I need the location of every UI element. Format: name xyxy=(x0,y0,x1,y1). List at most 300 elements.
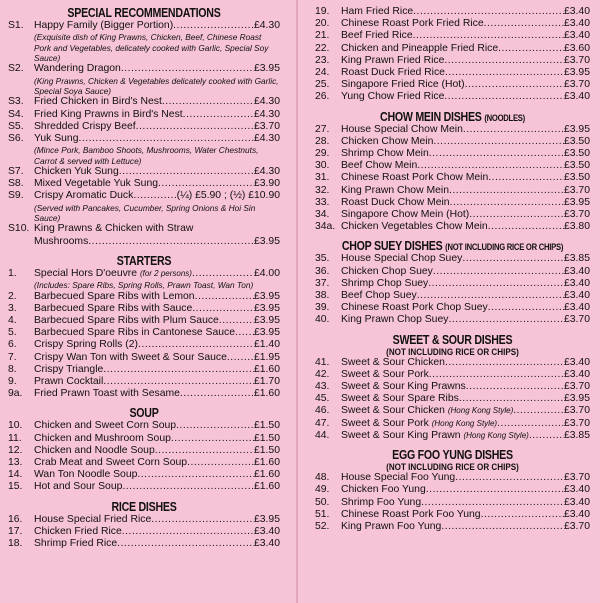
item-price: £3.40 xyxy=(563,356,590,368)
dot-leader xyxy=(176,420,254,432)
dot-leader xyxy=(429,148,564,160)
item-price: £1.60 xyxy=(253,388,280,400)
menu-section xyxy=(315,333,590,442)
menu-right-column xyxy=(305,0,600,603)
item-name: Sweet & Sour Spare Ribs xyxy=(341,393,459,405)
item-name: Mixed Vegetable Yuk Sung xyxy=(34,178,159,190)
section-title-text: CHOP SUEY DISHES xyxy=(341,239,443,254)
menu-item xyxy=(8,223,280,235)
section-title-text: SPECIAL RECOMMENDATIONS xyxy=(67,6,221,20)
menu-item xyxy=(315,369,590,381)
item-name: Sweet & Sour King Prawns xyxy=(341,381,466,393)
menu-item xyxy=(8,166,280,178)
menu-section xyxy=(315,239,590,326)
item-number: 12. xyxy=(8,444,23,456)
item-name: Special Hors D'oeuvre xyxy=(34,267,138,279)
dot-leader xyxy=(433,266,564,278)
item-number: 43. xyxy=(315,381,330,393)
menu-item xyxy=(315,405,590,417)
item-number: 38. xyxy=(315,290,330,302)
page-fold xyxy=(296,0,298,603)
item-name: Crispy Aromatic Duck xyxy=(34,190,134,202)
item-number: 7. xyxy=(8,351,17,363)
item-number: 39. xyxy=(315,302,330,314)
item-price: £1.50 xyxy=(253,432,280,444)
item-name: Chicken Foo Yung xyxy=(341,484,426,496)
item-number: S1. xyxy=(8,20,24,31)
section-title-text: CHOW MEIN DISHES xyxy=(380,109,482,124)
item-name: Barbecued Spare Ribs with Lemon xyxy=(34,290,195,302)
menu-item xyxy=(8,315,280,327)
item-price: £3.95 xyxy=(563,393,590,405)
item-name: Chinese Roast Pork Chow Mein xyxy=(341,172,489,184)
item-number: 30. xyxy=(315,160,330,172)
item-number: 42. xyxy=(315,368,330,380)
item-name: Crispy Wan Ton with Sweet & Sour Sauce xyxy=(34,351,227,363)
item-name: Chinese Roast Pork Chop Suey xyxy=(341,302,488,314)
item-name: Beef Chow Mein xyxy=(341,160,418,172)
dot-leader xyxy=(465,79,564,91)
item-price: £3.70 xyxy=(563,381,590,393)
item-name: Singapore Fried Rice (Hot) xyxy=(341,79,465,91)
item-number: 48. xyxy=(315,472,330,484)
item-price: £4.30 xyxy=(253,108,280,120)
item-price: £1.95 xyxy=(253,351,280,363)
menu-item xyxy=(315,91,590,103)
item-number: 36. xyxy=(315,265,330,277)
item-name: Roast Duck Chow Mein xyxy=(341,196,450,208)
menu-item xyxy=(315,509,590,521)
dot-leader xyxy=(448,314,564,326)
dot-leader xyxy=(180,388,254,400)
section-title-note: (NOODLES) xyxy=(484,112,525,123)
item-price: £3.40 xyxy=(563,368,590,380)
item-name: Fried Chicken in Bird's Nest xyxy=(34,96,162,108)
dot-leader xyxy=(122,526,254,538)
section-title xyxy=(336,333,570,347)
section-subtitle: (NOT INCLUDING RICE OR CHIPS) xyxy=(386,462,519,473)
menu-item xyxy=(315,6,590,18)
menu-item xyxy=(8,109,280,121)
menu-item xyxy=(315,160,590,172)
section-title xyxy=(28,406,259,420)
item-price: £3.95 xyxy=(253,314,280,326)
dot-leader xyxy=(488,172,564,184)
dot-leader xyxy=(444,55,564,67)
menu-item xyxy=(8,445,280,457)
item-number: 41. xyxy=(315,356,330,368)
menu-item xyxy=(8,364,280,376)
dot-leader xyxy=(119,166,254,178)
item-price: £3.50 xyxy=(563,148,590,160)
item-price: £3.50 xyxy=(563,172,590,184)
item-price: £3.40 xyxy=(563,290,590,302)
menu-item xyxy=(315,521,590,533)
menu-item xyxy=(315,497,590,509)
item-price: £3.90 xyxy=(253,178,280,190)
item-price: £3.40 xyxy=(563,18,590,30)
item-number: 25. xyxy=(315,79,330,91)
item-price: £3.95 xyxy=(253,290,280,302)
item-price: £3.40 xyxy=(253,537,280,549)
dot-leader xyxy=(151,514,254,526)
item-name: Shrimp Chow Mein xyxy=(341,148,429,160)
dot-leader xyxy=(192,268,254,280)
item-price: £3.95 xyxy=(563,67,590,79)
item-price: £3.95 xyxy=(563,123,590,135)
item-number: 44. xyxy=(315,429,330,441)
item-name: Sweet & Sour King Prawn xyxy=(341,429,461,441)
item-name: Wan Ton Noodle Soup xyxy=(34,469,138,481)
menu-item xyxy=(315,136,590,148)
section-title-text: SWEET & SOUR DISHES xyxy=(392,332,513,347)
item-name: King Prawn Foo Yung xyxy=(341,520,442,532)
menu-item xyxy=(8,457,280,469)
dot-leader xyxy=(444,91,564,103)
item-number: 15. xyxy=(8,481,23,493)
item-name: Chicken Vegetables Chow Mein xyxy=(341,221,488,233)
item-name: Beef Fried Rice xyxy=(341,30,413,42)
dot-leader xyxy=(158,178,254,190)
item-price: £3.40 xyxy=(563,496,590,508)
item-number: S2. xyxy=(8,63,24,75)
menu-item xyxy=(315,221,590,233)
section-title xyxy=(336,239,570,253)
dot-leader xyxy=(117,538,254,550)
item-number: 51. xyxy=(315,508,330,520)
item-number: 27. xyxy=(315,123,330,135)
item-name: Chicken Fried Rice xyxy=(34,525,122,537)
item-description: (Served with Pancakes, Cucumber, Spring Onions & Hoi Sin Sauce) xyxy=(34,202,256,224)
dot-leader xyxy=(187,457,254,469)
dot-leader xyxy=(449,185,564,197)
item-name: Singapore Chow Mein (Hot) xyxy=(341,209,470,221)
dot-leader xyxy=(137,469,254,481)
item-name: King Prawn Fried Rice xyxy=(341,54,445,66)
item-name: Shrimp Foo Yung xyxy=(341,496,422,508)
dot-leader xyxy=(469,209,564,221)
item-number: 33. xyxy=(315,196,330,208)
item-price: £3.40 xyxy=(563,302,590,314)
dot-leader xyxy=(433,136,564,148)
item-name-cont: Mushrooms xyxy=(34,235,89,247)
item-name: Shrimp Chop Suey xyxy=(341,277,429,289)
item-name: House Special Foo Yung xyxy=(341,472,456,484)
item-number: 47. xyxy=(315,417,330,429)
item-name: Chicken and Noodle Soup xyxy=(34,444,155,456)
dot-leader xyxy=(219,315,254,327)
dot-leader xyxy=(445,357,564,369)
item-number: 24. xyxy=(315,67,330,79)
item-number: 8. xyxy=(8,363,17,375)
dot-leader xyxy=(459,393,564,405)
menu-item xyxy=(315,357,590,369)
dot-leader xyxy=(463,124,564,136)
item-price: £3.50 xyxy=(563,160,590,172)
item-name: Crispy Spring Rolls (2) xyxy=(34,339,138,351)
item-price: £3.60 xyxy=(563,42,590,54)
dot-leader xyxy=(429,369,564,381)
item-number: 28. xyxy=(315,135,330,147)
item-price: £3.95 xyxy=(253,302,280,314)
item-number: 11. xyxy=(8,432,22,444)
menu-item xyxy=(315,418,590,430)
item-name: Wandering Dragon xyxy=(34,63,121,75)
section-title xyxy=(28,6,259,20)
item-number: 6. xyxy=(8,339,17,351)
item-price: £4.30 xyxy=(253,166,280,178)
item-number: 20. xyxy=(315,18,330,30)
menu-section xyxy=(8,6,280,248)
item-number: 18. xyxy=(8,537,23,549)
item-name: Crispy Triangle xyxy=(34,363,104,375)
item-number: 29. xyxy=(315,148,330,160)
item-price: £4.00 xyxy=(253,267,280,279)
item-note: (Hong Kong Style) xyxy=(463,430,529,440)
menu-item xyxy=(8,291,280,303)
item-number: 37. xyxy=(315,277,330,289)
dot-leader xyxy=(417,290,564,302)
item-name: Shredded Crispy Beef xyxy=(34,120,136,132)
item-price: £3.85 xyxy=(563,253,590,265)
dot-leader xyxy=(484,18,564,30)
dot-leader xyxy=(441,521,564,533)
item-price: £3.40 xyxy=(563,6,590,17)
item-number: 22. xyxy=(315,42,330,54)
item-number: S7. xyxy=(8,166,24,178)
item-price: £3.40 xyxy=(563,508,590,520)
item-note: (Hong Kong Style) xyxy=(447,406,514,416)
item-price: £4.30 xyxy=(253,96,280,108)
menu-item xyxy=(315,197,590,209)
dot-leader xyxy=(413,30,564,42)
menu-item xyxy=(315,67,590,79)
section-title-text: SOUP xyxy=(129,406,159,421)
dot-leader xyxy=(417,160,564,172)
item-name: Sweet & Sour Pork xyxy=(341,368,429,380)
dot-leader xyxy=(498,43,564,55)
item-name: Yuk Sung xyxy=(34,133,79,145)
menu-item xyxy=(315,185,590,197)
item-price: £3.95 xyxy=(253,63,280,75)
section-title xyxy=(336,110,570,124)
menu-item xyxy=(315,484,590,496)
menu-item xyxy=(8,178,280,190)
item-name: Barbecued Spare Ribs in Cantonese Sauce xyxy=(34,327,236,339)
menu-item xyxy=(8,339,280,351)
item-name-continued xyxy=(8,236,280,248)
item-price: £3.70 xyxy=(563,209,590,221)
item-price: £1.60 xyxy=(253,481,280,493)
item-number: S9. xyxy=(8,190,24,202)
menu-section xyxy=(8,406,280,493)
dot-leader xyxy=(235,327,254,339)
dot-leader xyxy=(183,109,254,121)
menu-item xyxy=(315,430,590,442)
item-name: Crab Meat and Sweet Corn Soup xyxy=(34,456,188,468)
dot-leader xyxy=(103,376,254,388)
item-number: 40. xyxy=(315,314,330,326)
menu-item xyxy=(8,96,280,108)
menu-item xyxy=(8,420,280,432)
item-name: Sweet & Sour Pork xyxy=(341,417,429,429)
item-description: (Mince Pork, Bamboo Shoots, Mushrooms, Water Chestnuts, Carrot & served with Lettuce) xyxy=(34,145,259,166)
item-price: £4.30 xyxy=(253,20,280,31)
menu-item xyxy=(8,303,280,315)
item-number: 17. xyxy=(8,525,23,537)
item-price: £1.60 xyxy=(253,469,280,481)
menu-item xyxy=(8,352,280,364)
dot-leader xyxy=(445,67,564,79)
menu-item xyxy=(315,472,590,484)
menu-item xyxy=(315,79,590,91)
item-name: King Prawns & Chicken with Straw xyxy=(34,223,194,235)
item-price: £3.50 xyxy=(563,135,590,147)
menu-left-column xyxy=(0,0,290,603)
section-title-text: STARTERS xyxy=(116,253,172,268)
dot-leader xyxy=(426,484,564,496)
item-number: 32. xyxy=(315,184,330,196)
dot-leader xyxy=(428,278,564,290)
menu-item xyxy=(315,314,590,326)
menu-item xyxy=(8,63,280,75)
section-title xyxy=(28,500,259,514)
item-name: Sweet & Sour Chicken xyxy=(341,405,445,417)
menu-item xyxy=(315,253,590,265)
item-name: Chinese Roast Pork Fried Rice xyxy=(341,18,484,30)
item-name: Sweet & Sour Chicken xyxy=(341,356,445,368)
menu-section xyxy=(315,448,590,533)
item-number: 49. xyxy=(315,484,330,496)
item-number: 52. xyxy=(315,520,330,532)
item-price: £1.60 xyxy=(253,363,280,375)
dot-leader xyxy=(497,418,564,430)
menu-item xyxy=(8,376,280,388)
dot-leader xyxy=(513,405,564,417)
item-number: 23. xyxy=(315,54,330,66)
item-price: £3.70 xyxy=(563,417,590,429)
item-price: £1.50 xyxy=(253,420,280,432)
item-number: 14. xyxy=(8,469,23,481)
item-name: House Special Fried Rice xyxy=(34,513,152,525)
item-price: £3.70 xyxy=(563,184,590,196)
item-price: £3.95 xyxy=(253,513,280,525)
menu-item xyxy=(8,388,280,400)
item-price: £3.95 xyxy=(253,235,280,247)
item-price: £3.40 xyxy=(563,91,590,103)
item-number: S3. xyxy=(8,96,24,108)
menu-item xyxy=(8,481,280,493)
item-name: Chicken and Pineapple Fried Rice xyxy=(341,42,499,54)
dot-leader xyxy=(122,481,254,493)
dot-leader xyxy=(133,190,176,202)
menu-section xyxy=(315,110,590,234)
dot-leader xyxy=(173,20,254,32)
item-name: Beef Chop Suey xyxy=(341,290,417,302)
dot-leader xyxy=(103,364,254,376)
section-title-note: (NOT INCLUDING RICE OR CHIPS) xyxy=(445,242,564,253)
item-number: 3. xyxy=(8,302,17,314)
item-number: S4. xyxy=(8,108,24,120)
item-number: S10. xyxy=(8,223,30,235)
item-name: Yung Chow Fried Rice xyxy=(341,91,445,103)
item-name: Ham Fried Rice xyxy=(341,6,414,17)
item-name: Barbecued Spare Ribs with Sauce xyxy=(34,302,193,314)
dot-leader xyxy=(121,63,254,75)
menu-item xyxy=(8,514,280,526)
menu-item xyxy=(8,327,280,339)
item-price: £3.40 xyxy=(563,277,590,289)
dot-leader xyxy=(466,381,564,393)
item-number: 46. xyxy=(315,405,330,417)
item-name: House Special Chop Suey xyxy=(341,253,463,265)
item-price: £4.30 xyxy=(253,133,280,145)
section-subtitle: (NOT INCLUDING RICE OR CHIPS) xyxy=(386,346,519,357)
item-name: Fried Prawn Toast with Sesame xyxy=(34,388,180,400)
dot-leader xyxy=(450,197,564,209)
item-number: 13. xyxy=(8,456,23,468)
item-price: (¼) £5.90 ; (½) £10.90 xyxy=(176,190,280,202)
menu-item xyxy=(315,209,590,221)
item-number: 4. xyxy=(8,314,17,326)
item-price: £3.95 xyxy=(563,196,590,208)
menu-item xyxy=(315,266,590,278)
item-description: (King Prawns, Chicken & Vegetables delicately cooked with Garlic, Special Soya Sauce) xyxy=(34,75,279,97)
item-price: £3.70 xyxy=(563,472,590,484)
item-description: (Exquisite dish of King Prawns, Chicken, Beef, Chinese Roast Pork and Vegetables, delicately cooked with Garlic, Special Soy Sauce) xyxy=(34,32,269,64)
dot-leader xyxy=(481,509,564,521)
item-number: 50. xyxy=(315,496,330,508)
item-name: Happy Family (Bigger Portion) xyxy=(34,20,174,31)
item-price: £3.40 xyxy=(563,484,590,496)
menu-item xyxy=(315,30,590,42)
item-number: S6. xyxy=(8,133,24,145)
item-number: S5. xyxy=(8,120,24,132)
item-number: 35. xyxy=(315,253,330,265)
item-price: £3.70 xyxy=(563,520,590,532)
item-name: Chinese Roast Pork Foo Yung xyxy=(341,508,481,520)
menu-item xyxy=(8,268,280,280)
section-title xyxy=(336,448,570,462)
menu-item xyxy=(315,148,590,160)
menu-item xyxy=(315,55,590,67)
dot-leader xyxy=(171,433,254,445)
item-price: £3.70 xyxy=(563,314,590,326)
item-number: 10. xyxy=(8,420,23,432)
dot-leader xyxy=(136,121,254,133)
item-name: Chicken and Sweet Corn Soup xyxy=(34,420,177,432)
menu-item xyxy=(315,393,590,405)
item-name: Fried King Prawns in Bird's Nest xyxy=(34,108,183,120)
item-name: King Prawn Chow Mein xyxy=(341,184,449,196)
dot-leader xyxy=(488,221,564,233)
item-description: (Includes: Spare Ribs, Spring Rolls, Prawn Toast, Wan Ton) xyxy=(34,280,254,291)
item-number: 31. xyxy=(315,172,330,184)
menu-item xyxy=(315,302,590,314)
menu-item xyxy=(315,381,590,393)
item-name: Shrimp Fried Rice xyxy=(34,537,118,549)
item-price: £1.50 xyxy=(253,444,280,456)
item-name: Chicken and Mushroom Soup xyxy=(34,432,171,444)
menu-item xyxy=(315,172,590,184)
menu-item xyxy=(315,18,590,30)
menu-section xyxy=(8,500,280,551)
dot-leader xyxy=(488,302,564,314)
dot-leader xyxy=(421,497,564,509)
menu-section xyxy=(8,254,280,400)
item-name: King Prawn Chop Suey xyxy=(341,314,449,326)
item-price: £3.80 xyxy=(563,221,590,233)
